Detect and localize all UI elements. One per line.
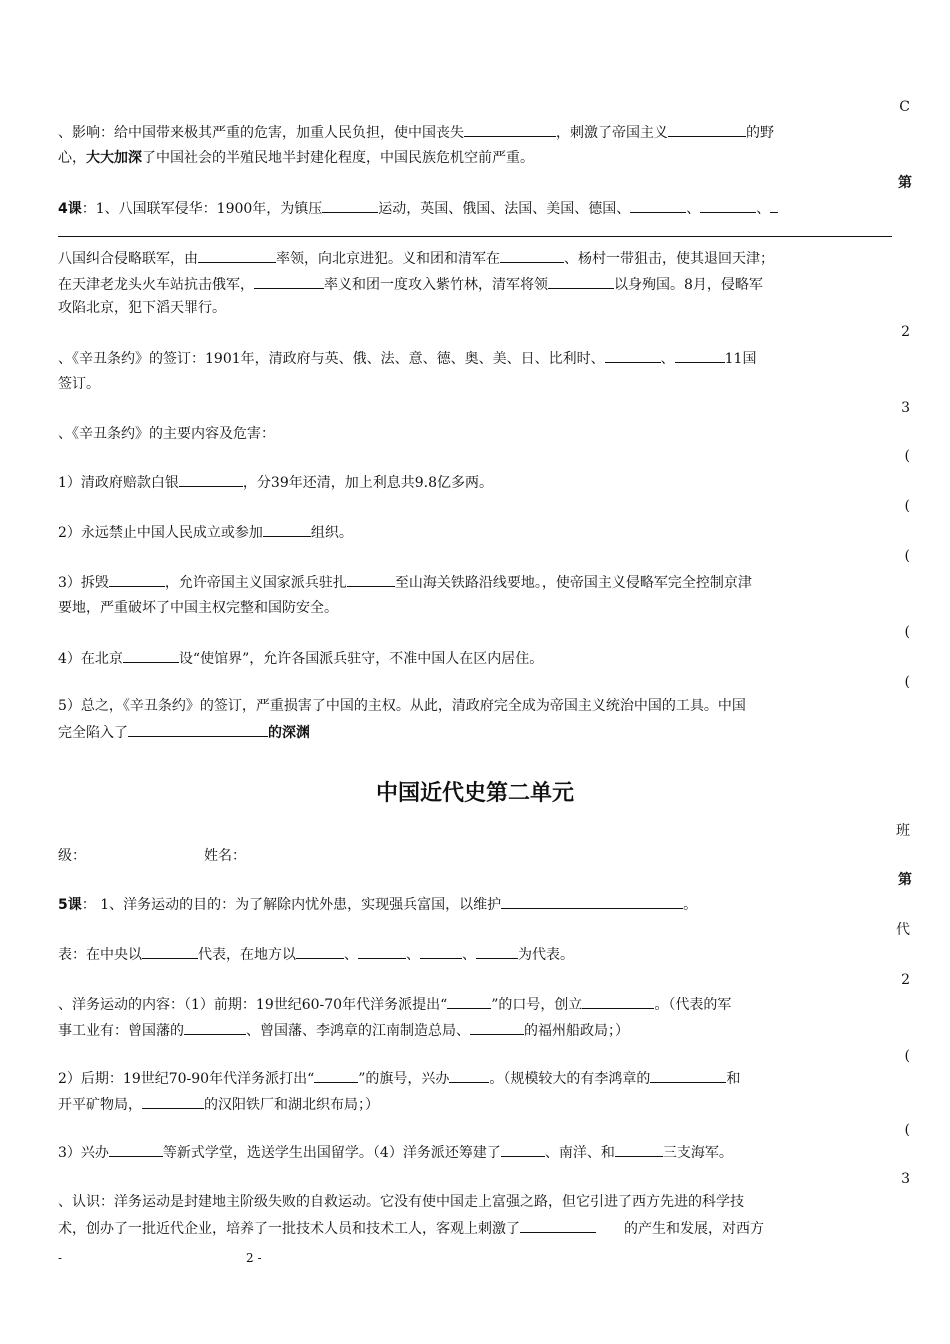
text-line: 级： 姓名： xyxy=(58,848,246,864)
margin-char: 2 xyxy=(901,324,910,340)
margin-char: 3 xyxy=(901,1171,910,1187)
margin-char: ( xyxy=(904,1122,910,1138)
blank xyxy=(254,274,324,289)
text-line: 1）清政府赔款白银 ，分39年还清，加上利息共9.8亿多两。 xyxy=(58,472,493,493)
blank xyxy=(358,944,406,959)
blank xyxy=(770,198,778,213)
text-line: 、认识：洋务运动是封建地主阶级失败的自救运动。它没有使中国走上富强之路，但它引进了西方先进的科学技 xyxy=(58,1194,744,1210)
blank xyxy=(500,248,564,263)
blank xyxy=(347,572,395,587)
blank xyxy=(314,1068,358,1083)
blank xyxy=(179,472,243,487)
blank xyxy=(548,274,614,289)
blank xyxy=(128,722,268,737)
blank xyxy=(501,894,683,909)
text-line: 八国纠合侵略联军，由 率领，向北京进犯。义和团和清军在 、杨村一带狙击，使其退回天津； xyxy=(58,248,774,269)
blank xyxy=(520,1218,596,1233)
text-line: 攻陷北京，犯下滔天罪行。 xyxy=(58,300,226,316)
text-line: 心，大大加深了中国社会的半殖民地半封建化程度，中国民族危机空前严重。 xyxy=(58,150,534,166)
margin-char: ( xyxy=(904,624,910,640)
blank xyxy=(650,1068,726,1083)
text-line: 、影响：给中国带来极其严重的危害，加重人民负担，使中国丧失 ，刺激了帝国主义 的野 xyxy=(58,122,774,143)
margin-char: 2 xyxy=(901,972,910,988)
margin-char: 代 xyxy=(896,922,910,938)
lesson-heading: 5课： 1、洋务运动的目的：为了解除内忧外患，实现强兵富国，以维护 。 xyxy=(58,894,697,915)
blank xyxy=(109,1142,163,1157)
margin-char: ( xyxy=(904,448,910,464)
margin-char: ( xyxy=(904,1048,910,1064)
lesson-heading: 4课：1、八国联军侵华：1900年，为镇压 运动，英国、俄国、法国、美国、德国、 、 、 xyxy=(58,198,778,219)
blank xyxy=(464,122,556,137)
blank xyxy=(476,944,518,959)
margin-char: 第 xyxy=(898,872,912,888)
text-line: 开平矿物局， 的汉阳铁厂和湖北织布局；） xyxy=(58,1094,379,1115)
text-line: 完全陷入了 的深渊 xyxy=(58,722,310,743)
blank xyxy=(675,348,725,363)
text-line: 、《辛丑条约》的主要内容及危害： xyxy=(58,426,275,442)
text-line: 术，创办了一批近代企业，培养了一批技术人员和技术工人，客观上刺激了 的产生和发展，对西方 xyxy=(58,1218,764,1239)
blank xyxy=(296,944,344,959)
text-line: 2）永远禁止中国人民成立或参加 组织。 xyxy=(58,522,353,543)
blank xyxy=(109,572,165,587)
margin-char: ( xyxy=(904,548,910,564)
footer-dash: - xyxy=(58,1251,63,1265)
blank xyxy=(142,1094,204,1109)
text-line: 要地，严重破坏了中国主权完整和国防安全。 xyxy=(58,600,338,616)
text-line: 3）兴办 等新式学堂，选送学生出国留学。（4）洋务派还筹建了 、南洋、和 三支海军。 xyxy=(58,1142,733,1163)
text-line: 事工业有：曾国藩的 、曾国藩、李鸿章的江南制造总局、 的福州船政局；） xyxy=(58,1020,629,1041)
blank xyxy=(123,648,179,663)
blank xyxy=(605,348,661,363)
margin-char: 班 xyxy=(896,823,910,839)
text-line: 3）拆毁 ，允许帝国主义国家派兵驻扎 至山海关铁路沿线要地。，使帝国主义侵略军完全控制京津 xyxy=(58,572,752,593)
divider xyxy=(58,236,892,237)
blank xyxy=(447,994,491,1009)
text-line: 、《辛丑条约》的签订：1901年，清政府与英、俄、法、意、德、奥、美、日、比利时、 、 11国 xyxy=(58,348,756,369)
blank xyxy=(420,944,462,959)
blank xyxy=(582,994,654,1009)
text-line: 在天津老龙头火车站抗击俄军， 率义和团一度攻入紫竹林，清军将领 以身殉国。8月，侵略军 xyxy=(58,274,763,295)
blank xyxy=(142,944,198,959)
blank xyxy=(630,198,686,213)
page-number: 2 - xyxy=(246,1251,262,1265)
blank xyxy=(263,522,311,537)
margin-char: 第 xyxy=(898,175,912,191)
blank xyxy=(198,248,276,263)
blank xyxy=(615,1142,663,1157)
margin-char: ( xyxy=(904,498,910,514)
text-line: 、洋务运动的内容：（1）前期：19世纪60-70年代洋务派提出“ ”的口号，创立 。（代表的军 xyxy=(58,994,731,1015)
text-line: 5）总之，《辛丑条约》的签订，严重损害了中国的主权。从此，清政府完全成为帝国主义统治中国的工具。中国 xyxy=(58,698,746,714)
text-line: 4）在北京 设“使馆界”，允许各国派兵驻守，不准中国人在区内居住。 xyxy=(58,648,543,669)
text-line: 签订。 xyxy=(58,376,100,392)
margin-char: 3 xyxy=(901,400,910,416)
blank xyxy=(470,1020,524,1035)
blank xyxy=(501,1142,545,1157)
blank xyxy=(184,1020,246,1035)
margin-char: ( xyxy=(904,674,910,690)
text-line: 2）后期：19世纪70-90年代洋务派打出“ ”的旗号，兴办 。（规模较大的有李鸿章的 和 xyxy=(58,1068,740,1089)
blank xyxy=(449,1068,489,1083)
blank xyxy=(700,198,756,213)
blank xyxy=(322,198,378,213)
section-title: 中国近代史第二单元 xyxy=(375,781,574,806)
blank xyxy=(668,122,746,137)
margin-char: C xyxy=(899,99,910,115)
text-line: 表：在中央以 代表，在地方以 、 、 、 为代表。 xyxy=(58,944,574,965)
